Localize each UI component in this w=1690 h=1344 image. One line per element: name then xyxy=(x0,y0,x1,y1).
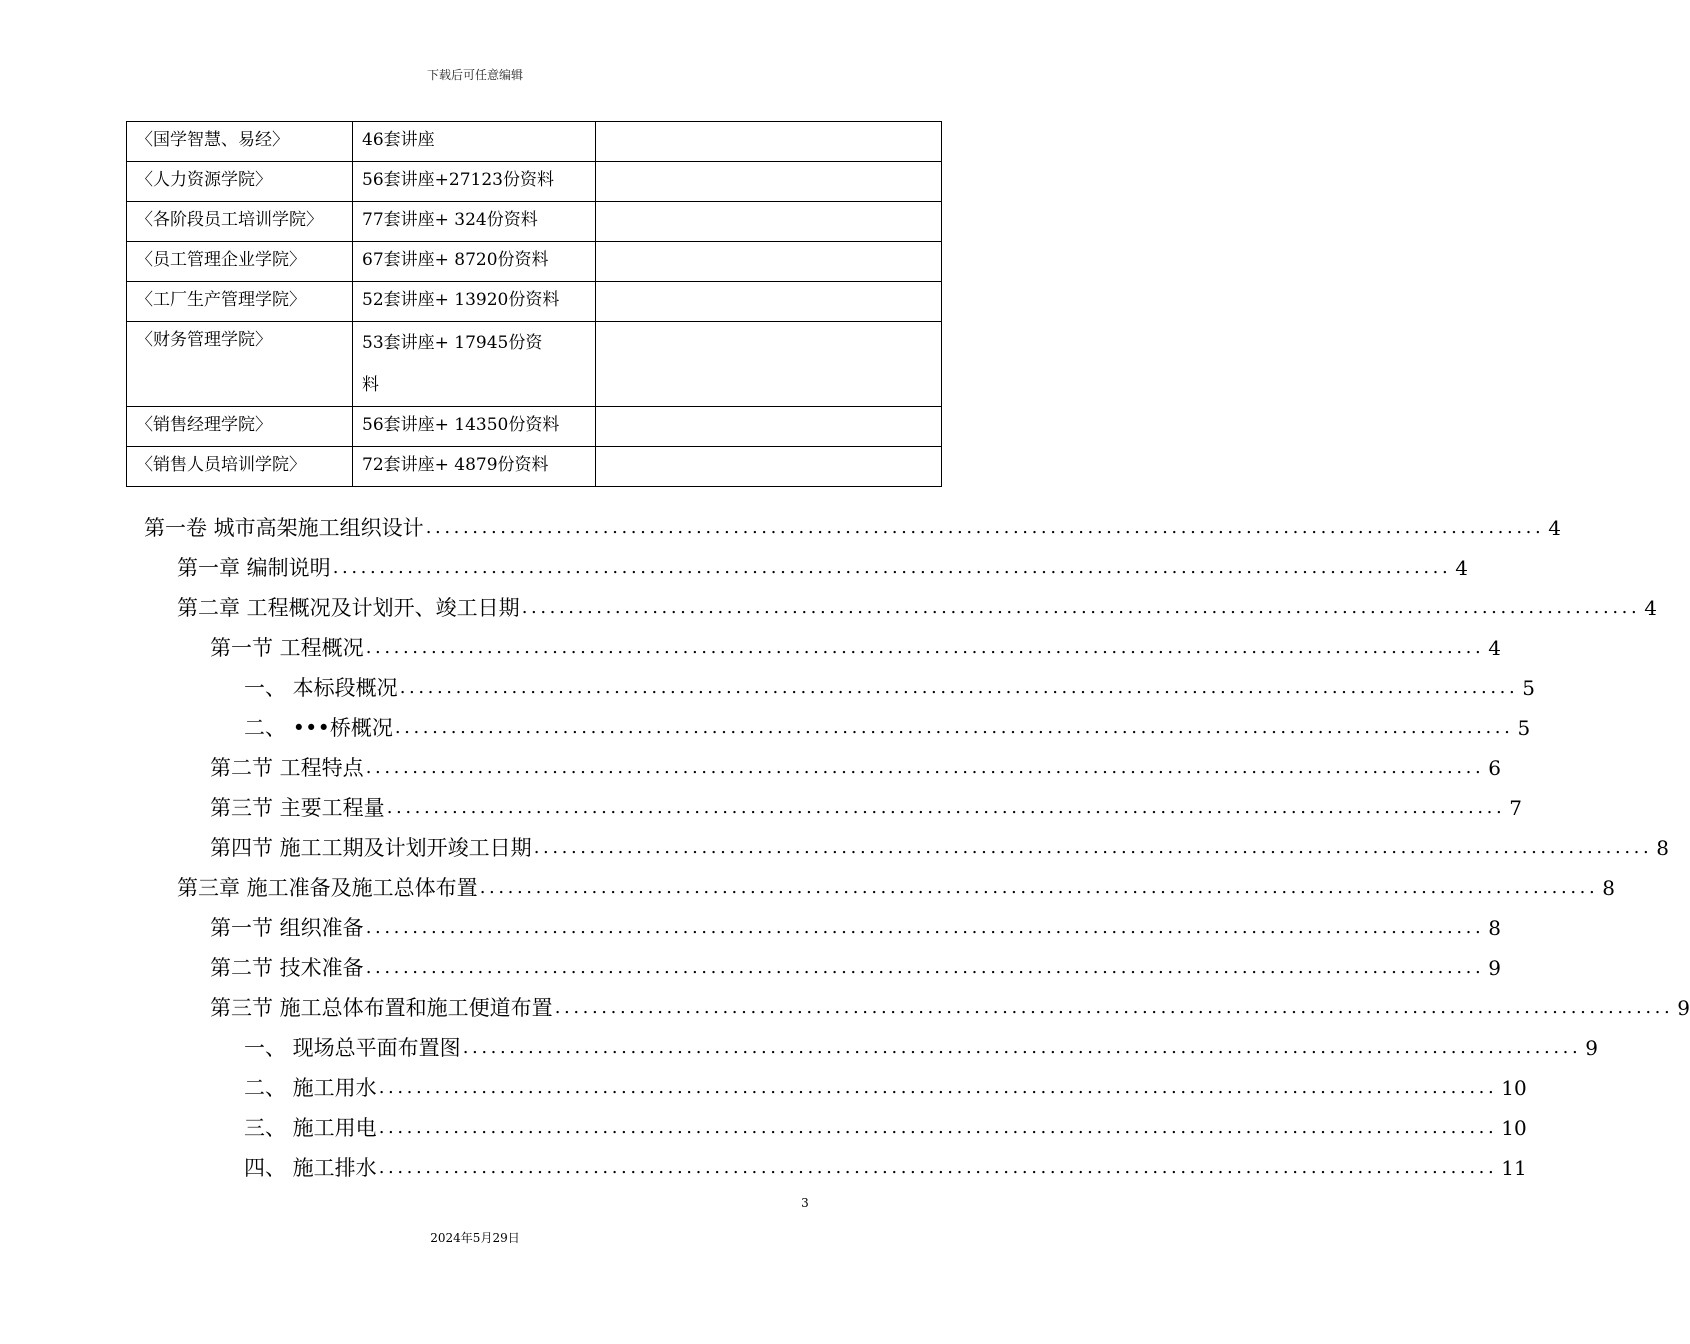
table-cell-detail: 52套讲座+ 13920份资料 xyxy=(353,282,596,322)
table-cell-extra xyxy=(596,162,942,202)
toc-entry-page: 9 xyxy=(1585,1036,1599,1060)
toc-entry[interactable] xyxy=(244,1108,1527,1148)
table-cell-name: 〈财务管理学院〉 xyxy=(127,322,353,407)
table-cell-name: 〈销售经理学院〉 xyxy=(127,407,353,447)
page-footer-date: 2024年5月29日 xyxy=(430,1231,520,1245)
toc-entry[interactable] xyxy=(244,1068,1527,1108)
toc-leader-dots: ........................................................................................................................ xyxy=(365,957,1485,978)
toc-entry[interactable] xyxy=(210,628,1502,668)
toc-leader-dots: ........................................................................................................................ xyxy=(462,1037,1582,1058)
toc-leader-dots: ........................................................................................................................ xyxy=(533,837,1653,858)
toc-entry-page: 4 xyxy=(1644,596,1658,620)
toc-entry[interactable] xyxy=(210,788,1523,828)
toc-entry-label: 第三节 主要工程量 xyxy=(210,796,385,820)
resource-table xyxy=(126,121,942,487)
toc-leader-dots: ........................................................................................................................ xyxy=(386,797,1506,818)
toc-entry-page: 10 xyxy=(1501,1076,1527,1100)
toc-entry-label: 二、 施工用水 xyxy=(244,1076,377,1100)
toc-entry-page: 4 xyxy=(1455,556,1469,580)
table-row xyxy=(127,242,942,282)
toc-entry-page: 9 xyxy=(1488,956,1502,980)
table-cell-extra xyxy=(596,407,942,447)
toc-entry-label: 二、 •••桥概况 xyxy=(244,716,393,740)
table-cell-extra xyxy=(596,242,942,282)
toc-entry-page: 8 xyxy=(1602,876,1616,900)
toc-leader-dots: ........................................................................................................................ xyxy=(399,677,1519,698)
toc-entry[interactable] xyxy=(144,508,1562,548)
table-cell-detail: 67套讲座+ 8720份资料 xyxy=(353,242,596,282)
toc-entry-label: 第二章 工程概况及计划开、竣工日期 xyxy=(177,596,520,620)
table-cell-name: 〈各阶段员工培训学院〉 xyxy=(127,202,353,242)
toc-entry[interactable] xyxy=(210,908,1502,948)
toc-entry-page: 7 xyxy=(1509,796,1523,820)
toc-entry-label: 三、 施工用电 xyxy=(244,1116,377,1140)
toc-entry[interactable] xyxy=(210,988,1690,1028)
toc-entry-page: 11 xyxy=(1501,1156,1527,1180)
toc-entry[interactable] xyxy=(244,708,1531,748)
toc-entry-label: 一、 本标段概况 xyxy=(244,676,398,700)
toc-leader-dots: ........................................................................................................................ xyxy=(378,1117,1498,1138)
toc-entry-label: 第一章 编制说明 xyxy=(177,556,331,580)
toc-entry[interactable] xyxy=(244,1028,1599,1068)
toc-entry[interactable] xyxy=(177,588,1658,628)
table-row xyxy=(127,322,942,407)
toc-entry[interactable] xyxy=(210,948,1502,988)
toc-entry-label: 一、 现场总平面布置图 xyxy=(244,1036,461,1060)
toc-entry-page: 5 xyxy=(1517,716,1531,740)
toc-leader-dots: ........................................................................................................................ xyxy=(365,757,1485,778)
table-cell-name: 〈销售人员培训学院〉 xyxy=(127,447,353,487)
toc-entry-page: 4 xyxy=(1488,636,1502,660)
table-cell-extra xyxy=(596,282,942,322)
toc-entry-page: 6 xyxy=(1488,756,1502,780)
toc-entry-label: 第三章 施工准备及施工总体布置 xyxy=(177,876,478,900)
toc-leader-dots: ........................................................................................................................ xyxy=(521,597,1641,618)
toc-entry[interactable] xyxy=(177,548,1469,588)
toc-leader-dots: ........................................................................................................................ xyxy=(365,637,1485,658)
toc-entry-label: 第一节 工程概况 xyxy=(210,636,364,660)
toc-leader-dots: ........................................................................................................................ xyxy=(378,1157,1498,1178)
toc-entry-page: 10 xyxy=(1501,1116,1527,1140)
toc-entry[interactable] xyxy=(244,1148,1527,1188)
table-row xyxy=(127,162,942,202)
table-row xyxy=(127,407,942,447)
table-cell-extra xyxy=(596,122,942,162)
table-cell-detail: 56套讲座+27123份资料 xyxy=(353,162,596,202)
table-cell-detail: 46套讲座 xyxy=(353,122,596,162)
toc-entry[interactable] xyxy=(210,748,1502,788)
toc-entry[interactable] xyxy=(244,668,1536,708)
toc-leader-dots: ........................................................................................................................ xyxy=(394,717,1514,738)
toc-entry-label: 四、 施工排水 xyxy=(244,1156,377,1180)
table-row xyxy=(127,447,942,487)
table-cell-extra xyxy=(596,202,942,242)
table-row xyxy=(127,202,942,242)
toc-leader-dots: ........................................................................................................................ xyxy=(378,1077,1498,1098)
page-header: 下载后可任意编辑 xyxy=(426,68,523,82)
toc-leader-dots: ........................................................................................................................ xyxy=(365,917,1485,938)
toc-entry-label: 第三节 施工总体布置和施工便道布置 xyxy=(210,996,553,1020)
table-cell-detail: 77套讲座+ 324份资料 xyxy=(353,202,596,242)
toc-entry-label: 第二节 工程特点 xyxy=(210,756,364,780)
table-cell-name: 〈人力资源学院〉 xyxy=(127,162,353,202)
toc-entry[interactable] xyxy=(177,868,1616,908)
toc-entry-label: 第一卷 城市高架施工组织设计 xyxy=(144,516,424,540)
table-cell-detail: 53套讲座+ 17945份资料 xyxy=(353,322,596,407)
toc-entry[interactable] xyxy=(210,828,1670,868)
toc-entry-page: 5 xyxy=(1522,676,1536,700)
toc-entry-page: 8 xyxy=(1656,836,1670,860)
table-cell-name: 〈员工管理企业学院〉 xyxy=(127,242,353,282)
toc-leader-dots: ........................................................................................................................ xyxy=(479,877,1599,898)
toc-leader-dots: ........................................................................................................................ xyxy=(425,517,1545,538)
toc-entry-page: 4 xyxy=(1548,516,1562,540)
page-number: 3 xyxy=(801,1196,809,1210)
table-cell-extra xyxy=(596,447,942,487)
table-cell-detail: 56套讲座+ 14350份资料 xyxy=(353,407,596,447)
toc-entry-label: 第四节 施工工期及计划开竣工日期 xyxy=(210,836,532,860)
toc-entry-page: 8 xyxy=(1488,916,1502,940)
table-row xyxy=(127,122,942,162)
table-row xyxy=(127,282,942,322)
toc-leader-dots: ........................................................................................................................ xyxy=(554,997,1674,1018)
toc-leader-dots: ........................................................................................................................ xyxy=(332,557,1452,578)
toc-entry-label: 第一节 组织准备 xyxy=(210,916,364,940)
table-cell-name: 〈国学智慧、易经〉 xyxy=(127,122,353,162)
toc-entry-page: 9 xyxy=(1677,996,1690,1020)
table-cell-detail: 72套讲座+ 4879份资料 xyxy=(353,447,596,487)
table-cell-extra xyxy=(596,322,942,407)
toc-entry-label: 第二节 技术准备 xyxy=(210,956,364,980)
table-cell-name: 〈工厂生产管理学院〉 xyxy=(127,282,353,322)
